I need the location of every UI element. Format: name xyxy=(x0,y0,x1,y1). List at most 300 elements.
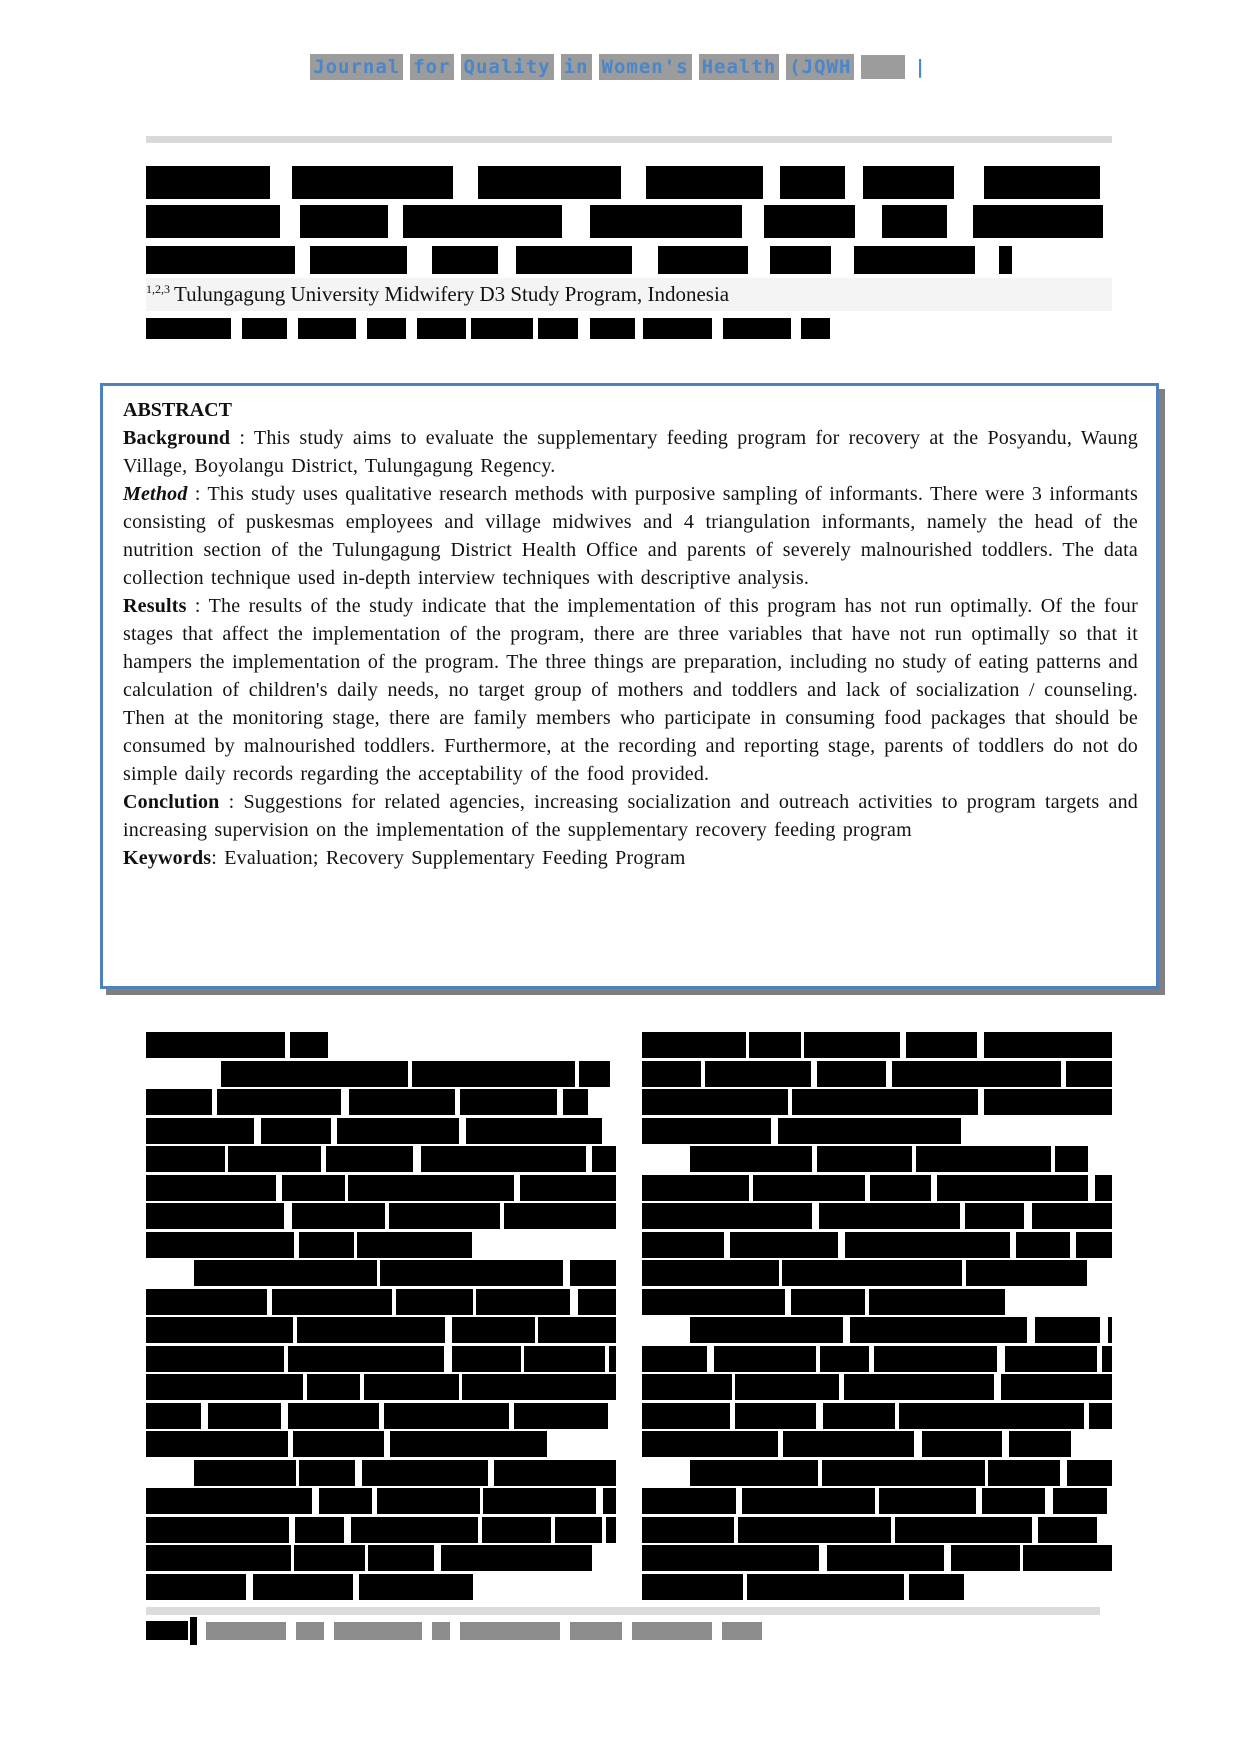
redacted-word-gap xyxy=(914,1431,922,1457)
redacted-text-block xyxy=(396,1289,473,1315)
abstract-section-separator: : xyxy=(211,847,225,869)
redacted-text-block xyxy=(538,1317,616,1343)
affiliation-text xyxy=(146,282,729,307)
redacted-text-block xyxy=(642,1175,749,1201)
abstract-section-text: This study uses qualitative research methods with purposive sampling of informants. There were 3 informants consisting of puskesmas employees and village midwives and 4 triangulation informants, namely the head of the nutrition section of the Tulungagung District Health Office and parents of severely malnourished toddlers. The data collection technique used in-depth interview techniques with descriptive analysis. xyxy=(123,483,1139,589)
redacted-text-block xyxy=(389,1203,500,1229)
redacted-text-block xyxy=(603,1488,616,1514)
journal-word: Journal xyxy=(310,54,403,80)
affiliation-superscript: 1,2,3 xyxy=(146,282,170,296)
redacted-text-block xyxy=(735,1374,839,1400)
redacted-text-block xyxy=(1089,1403,1112,1429)
title-redacted-line xyxy=(146,246,1012,274)
journal-header xyxy=(0,54,1240,80)
journal-word: in xyxy=(561,54,592,80)
redacted-text-block xyxy=(642,1289,785,1315)
redacted-word-gap xyxy=(578,318,590,339)
redacted-word-gap xyxy=(444,1346,452,1372)
redacted-text-block xyxy=(869,1289,1005,1315)
redacted-word-gap xyxy=(295,246,311,274)
header-rule xyxy=(146,136,1112,143)
redacted-word-gap xyxy=(498,246,516,274)
redacted-text-block xyxy=(783,1431,914,1457)
redacted-text-block xyxy=(778,1118,961,1144)
redacted-text-line xyxy=(642,1032,1112,1058)
redacted-text-block xyxy=(801,318,830,339)
footer-rule xyxy=(146,1607,1100,1615)
redacted-word-gap xyxy=(355,1460,362,1486)
redacted-text-line xyxy=(690,1317,1112,1343)
redacted-text-block xyxy=(146,1289,267,1315)
redacted-word-gap xyxy=(344,1517,351,1543)
redacted-text-block xyxy=(478,166,621,199)
abstract-paragraph xyxy=(123,592,1138,788)
redacted-text-line xyxy=(146,1517,616,1543)
redacted-text-block xyxy=(194,1460,296,1486)
redacted-text-block xyxy=(326,1146,413,1172)
journal-word: Women's xyxy=(599,54,692,80)
affiliation-name: Tulungagung University Midwifery D3 Study Program, Indonesia xyxy=(174,282,730,306)
redacted-word-gap xyxy=(712,318,722,339)
redacted-word-gap xyxy=(632,246,658,274)
redacted-text-block xyxy=(299,1232,354,1258)
footer-journal-redacted-word xyxy=(296,1622,324,1640)
redacted-text-line xyxy=(642,1545,1112,1571)
redacted-text-block xyxy=(819,1203,960,1229)
redacted-text-block xyxy=(359,1574,473,1600)
redacted-text-block xyxy=(965,1203,1024,1229)
redacted-text-block xyxy=(146,1118,254,1144)
redacted-text-block xyxy=(476,1289,569,1315)
redacted-text-line xyxy=(146,1118,606,1144)
redacted-text-block xyxy=(337,1118,459,1144)
redacted-text-block xyxy=(514,1403,609,1429)
redacted-text-block xyxy=(253,1574,353,1600)
redacted-text-block xyxy=(642,1431,778,1457)
redacted-word-gap xyxy=(977,1032,984,1058)
redacted-text-block xyxy=(357,1232,472,1258)
redacted-text-line xyxy=(690,1146,1088,1172)
redacted-text-block xyxy=(146,1403,201,1429)
redacted-text-block xyxy=(642,1517,734,1543)
redacted-text-block xyxy=(228,1146,321,1172)
footer-journal-redacted-word xyxy=(460,1622,560,1640)
redacted-word-gap xyxy=(312,1488,319,1514)
redacted-text-block xyxy=(384,1403,509,1429)
journal-word: Quality xyxy=(461,54,554,80)
redacted-word-gap xyxy=(287,318,298,339)
abstract-section-separator: : xyxy=(186,595,209,617)
redacted-text-block xyxy=(403,205,562,238)
redacted-word-gap xyxy=(748,246,770,274)
redacted-text-block xyxy=(146,1488,312,1514)
redacted-word-gap xyxy=(1027,1317,1035,1343)
section-heading-redacted xyxy=(146,1032,328,1058)
redacted-text-block xyxy=(146,205,280,238)
redacted-text-line xyxy=(146,1146,616,1172)
redacted-word-gap xyxy=(563,1260,571,1286)
redacted-text-block xyxy=(895,1517,1031,1543)
redacted-word-gap xyxy=(459,1118,466,1144)
redacted-text-line xyxy=(146,1289,616,1315)
redacted-text-block xyxy=(988,1460,1059,1486)
redacted-word-gap xyxy=(407,246,431,274)
redacted-text-block xyxy=(471,318,533,339)
redacted-text-block xyxy=(570,1260,616,1286)
redacted-word-gap xyxy=(453,166,478,199)
redacted-text-block xyxy=(642,1232,724,1258)
redacted-text-block xyxy=(863,166,955,199)
redacted-text-block xyxy=(295,1517,343,1543)
redacted-word-gap xyxy=(270,166,292,199)
redacted-text-line xyxy=(194,1260,616,1286)
redacted-text-block xyxy=(483,1488,597,1514)
redacted-text-block xyxy=(146,166,270,199)
redacted-word-gap xyxy=(1032,1517,1039,1543)
redacted-text-block xyxy=(1001,1374,1112,1400)
redacted-text-block xyxy=(377,1488,480,1514)
redacted-word-gap xyxy=(855,205,882,238)
redacted-text-block xyxy=(563,1089,589,1115)
redacted-text-block xyxy=(906,1032,977,1058)
redacted-text-block xyxy=(1032,1203,1112,1229)
redacted-text-block xyxy=(351,1517,478,1543)
redacted-text-block xyxy=(643,318,713,339)
redacted-text-block xyxy=(823,1403,895,1429)
footer-journal-redacted-word xyxy=(206,1622,286,1640)
redacted-text-block xyxy=(364,1374,459,1400)
redacted-text-block xyxy=(792,1089,978,1115)
redacted-text-line xyxy=(642,1232,1112,1258)
redacted-text-block xyxy=(349,1089,455,1115)
redacted-text-block xyxy=(524,1346,604,1372)
redacted-text-block xyxy=(690,1317,843,1343)
redacted-text-block xyxy=(882,205,947,238)
redacted-word-gap xyxy=(341,1089,349,1115)
redacted-text-block xyxy=(984,1032,1112,1058)
redacted-text-block xyxy=(494,1460,616,1486)
redacted-word-gap xyxy=(975,246,999,274)
redacted-word-gap xyxy=(1024,1203,1032,1229)
footer-separator-redacted xyxy=(190,1617,197,1645)
redacted-text-block xyxy=(146,1203,284,1229)
redacted-word-gap xyxy=(570,1289,578,1315)
redacted-text-block xyxy=(764,205,855,238)
abstract-section-separator: : xyxy=(230,427,254,449)
redacted-text-block xyxy=(1023,1545,1112,1571)
redacted-text-block xyxy=(441,1545,592,1571)
abstract-section-separator: : xyxy=(187,483,208,505)
redacted-text-block xyxy=(951,1545,1019,1571)
abstract-section-text: This study aims to evaluate the supplementary feeding program for recovery at the Posyandu, Waung Village, Boyolangu District, Tulungagung Regency. xyxy=(123,427,1138,477)
redacted-text-block xyxy=(606,1517,616,1543)
redacted-text-block xyxy=(642,1374,732,1400)
redacted-text-block xyxy=(642,1488,736,1514)
journal-separator: | xyxy=(914,56,927,78)
redacted-text-block xyxy=(421,1146,585,1172)
redacted-text-block xyxy=(288,1346,444,1372)
journal-word: Health xyxy=(699,54,780,80)
redacted-text-block xyxy=(642,1118,771,1144)
redacted-word-gap xyxy=(1060,1460,1067,1486)
redacted-text-block xyxy=(738,1517,891,1543)
redacted-word-gap xyxy=(763,166,779,199)
redacted-text-block xyxy=(221,1061,408,1087)
redacted-text-line xyxy=(221,1061,610,1087)
redacted-word-gap xyxy=(284,1203,291,1229)
redacted-word-gap xyxy=(831,246,854,274)
redacted-text-block xyxy=(293,1431,383,1457)
abstract-section-separator: : xyxy=(219,791,244,813)
redacted-text-block xyxy=(362,1460,488,1486)
redacted-text-block xyxy=(466,1118,602,1144)
redacted-text-block xyxy=(723,318,791,339)
affiliation-bar xyxy=(146,278,1112,311)
redacted-text-block xyxy=(146,1517,289,1543)
redacted-word-gap xyxy=(811,1061,818,1087)
redacted-text-block xyxy=(348,1175,514,1201)
abstract-section-text: Suggestions for related agencies, increasing socialization and outreach activities to program targets and increasing supervision on the implementation of the supplementary recovery feeding program xyxy=(123,791,1138,841)
redacted-text-block xyxy=(782,1260,962,1286)
redacted-word-gap xyxy=(254,1118,261,1144)
redacted-text-line xyxy=(642,1346,1112,1372)
redacted-word-gap xyxy=(1005,1289,1006,1315)
redacted-text-block xyxy=(380,1260,563,1286)
redacted-text-block xyxy=(146,318,231,339)
redacted-text-block xyxy=(555,1517,603,1543)
redacted-text-block xyxy=(642,1346,707,1372)
redacted-text-block xyxy=(916,1146,1051,1172)
redacted-text-block xyxy=(922,1431,1002,1457)
footer-journal-redacted-word xyxy=(632,1622,712,1640)
redacted-text-block xyxy=(791,1289,865,1315)
redacted-word-gap xyxy=(1088,1175,1095,1201)
redacted-text-line xyxy=(642,1517,1097,1543)
redacted-text-line xyxy=(642,1403,1112,1429)
redacted-word-gap xyxy=(434,1545,441,1571)
redacted-text-block xyxy=(747,1574,904,1600)
redacted-text-block xyxy=(432,246,498,274)
redacted-text-block xyxy=(1009,1431,1072,1457)
abstract-section-label: Conclution xyxy=(123,791,220,813)
redacted-text-block xyxy=(538,318,578,339)
redacted-text-block xyxy=(909,1574,964,1600)
redacted-text-block xyxy=(780,166,845,199)
redacted-word-gap xyxy=(356,318,367,339)
redacted-text-block xyxy=(999,246,1012,274)
redacted-text-block xyxy=(504,1203,616,1229)
redacted-word-gap xyxy=(843,1317,850,1343)
redacted-text-line xyxy=(146,1545,592,1571)
redacted-text-block xyxy=(854,246,975,274)
redacted-text-block xyxy=(292,1203,386,1229)
redacted-text-line xyxy=(642,1118,961,1144)
title-redacted-line xyxy=(146,205,1103,238)
redacted-text-block xyxy=(579,1061,610,1087)
redacted-text-block xyxy=(735,1403,816,1429)
redacted-text-block xyxy=(1035,1317,1100,1343)
contact-redacted-line xyxy=(146,318,830,339)
redacted-text-line xyxy=(146,1431,547,1457)
redacted-word-gap xyxy=(816,1403,823,1429)
redacted-text-block xyxy=(294,1545,364,1571)
redacted-text-block xyxy=(146,1431,288,1457)
redacted-text-block xyxy=(1067,1460,1112,1486)
redacted-text-block xyxy=(937,1175,1088,1201)
redacted-text-block xyxy=(462,1374,616,1400)
redacted-text-block xyxy=(146,246,295,274)
redacted-text-line xyxy=(146,1346,616,1372)
redacted-text-block xyxy=(367,318,406,339)
redacted-word-gap xyxy=(707,1346,714,1372)
redacted-text-block xyxy=(516,246,632,274)
redacted-text-block xyxy=(714,1346,816,1372)
redacted-text-block xyxy=(1102,1346,1112,1372)
redacted-text-block xyxy=(642,1545,819,1571)
redacted-text-block xyxy=(146,1346,284,1372)
title-redacted-line xyxy=(146,166,1100,199)
redacted-text-block xyxy=(146,1232,294,1258)
redacted-text-block xyxy=(1055,1146,1088,1172)
redacted-text-line xyxy=(146,1203,616,1229)
redacted-text-block xyxy=(850,1317,1027,1343)
redacted-text-block xyxy=(194,1260,377,1286)
redacted-word-gap xyxy=(947,205,973,238)
redacted-text-block xyxy=(822,1460,985,1486)
redacted-text-block xyxy=(844,1374,995,1400)
redacted-text-block xyxy=(827,1545,944,1571)
redacted-text-block xyxy=(658,246,748,274)
footer-journal-redacted-word xyxy=(570,1622,622,1640)
redacted-text-line xyxy=(146,1488,616,1514)
redacted-text-block xyxy=(299,1460,355,1486)
redacted-text-block xyxy=(973,205,1103,238)
redacted-word-gap xyxy=(280,205,300,238)
redacted-text-block xyxy=(298,318,356,339)
redacted-text-block xyxy=(642,1061,701,1087)
redacted-text-block xyxy=(288,1403,379,1429)
redacted-text-block xyxy=(242,318,287,339)
redacted-text-block xyxy=(646,166,763,199)
redacted-text-block xyxy=(642,1403,730,1429)
abstract-paragraphs xyxy=(123,424,1138,872)
redacted-word-gap xyxy=(944,1545,951,1571)
redacted-text-line xyxy=(146,1317,616,1343)
redacted-text-block xyxy=(642,1574,743,1600)
footer-journal-redacted-word xyxy=(432,1622,450,1640)
footer-journal-redacted-word xyxy=(334,1622,422,1640)
abstract-paragraph xyxy=(123,424,1138,480)
redacted-text-block xyxy=(590,318,636,339)
redacted-text-block xyxy=(730,1232,838,1258)
redacted-word-gap xyxy=(819,1545,827,1571)
redacted-text-block xyxy=(217,1089,341,1115)
redacted-text-block xyxy=(578,1289,616,1315)
redacted-text-block xyxy=(845,1232,1009,1258)
journal-word: for xyxy=(410,54,453,80)
redacted-text-block xyxy=(146,1574,246,1600)
redacted-text-block xyxy=(870,1175,930,1201)
redacted-word-gap xyxy=(388,205,404,238)
redacted-text-block xyxy=(982,1488,1046,1514)
redacted-text-line xyxy=(146,1403,608,1429)
redacted-text-block xyxy=(146,1089,212,1115)
abstract-heading: ABSTRACT xyxy=(123,399,232,421)
redacted-text-block xyxy=(300,205,388,238)
redacted-text-line xyxy=(642,1260,1087,1286)
redacted-text-block xyxy=(292,166,453,199)
redacted-text-line xyxy=(146,1175,616,1201)
redacted-text-block xyxy=(310,246,407,274)
redacted-text-block xyxy=(642,1260,779,1286)
redacted-text-line xyxy=(642,1374,1112,1400)
redacted-text-block xyxy=(609,1346,616,1372)
redacted-text-block xyxy=(892,1061,1061,1087)
redacted-text-block xyxy=(984,166,1100,199)
redacted-text-block xyxy=(642,1089,788,1115)
redacted-word-gap xyxy=(621,166,646,199)
redacted-text-line xyxy=(690,1460,1112,1486)
redacted-text-block xyxy=(705,1061,811,1087)
redacted-text-block xyxy=(452,1346,522,1372)
redacted-word-gap xyxy=(997,1346,1005,1372)
redacted-text-block xyxy=(590,205,742,238)
redacted-text-block xyxy=(770,246,830,274)
redacted-word-gap xyxy=(1045,1488,1053,1514)
redacted-text-block xyxy=(452,1317,534,1343)
redacted-text-line xyxy=(146,1574,473,1600)
redacted-text-block xyxy=(319,1488,371,1514)
redacted-word-gap xyxy=(994,1374,1001,1400)
redacted-text-line xyxy=(146,1089,588,1115)
redacted-text-block xyxy=(146,1146,225,1172)
redacted-word-gap xyxy=(845,166,863,199)
redacted-text-block xyxy=(272,1289,392,1315)
redacted-word-gap xyxy=(231,318,242,339)
redacted-text-block xyxy=(753,1175,865,1201)
redacted-text-line xyxy=(194,1460,616,1486)
redacted-word-gap xyxy=(445,1317,452,1343)
redacted-text-line xyxy=(642,1574,964,1600)
redacted-text-block xyxy=(297,1317,445,1343)
redacted-text-block xyxy=(966,1260,1087,1286)
redacted-text-block xyxy=(1108,1317,1112,1343)
redacted-word-gap xyxy=(812,1203,819,1229)
redacted-text-line xyxy=(642,1089,1112,1115)
redacted-text-block xyxy=(146,1374,303,1400)
journal-word: (JQWH xyxy=(786,54,854,80)
redacted-word-gap xyxy=(954,166,984,199)
redacted-text-block xyxy=(208,1403,281,1429)
page-number-redacted xyxy=(146,1621,188,1640)
abstract-section-label: Results xyxy=(123,595,187,617)
redacted-text-block xyxy=(1066,1061,1112,1087)
redacted-text-block xyxy=(1076,1232,1112,1258)
redacted-text-block xyxy=(742,1488,874,1514)
redacted-text-block xyxy=(520,1175,616,1201)
redacted-word-gap xyxy=(413,1146,421,1172)
redacted-text-block xyxy=(282,1175,345,1201)
redacted-word-gap xyxy=(742,205,763,238)
redacted-word-gap xyxy=(406,318,417,339)
redacted-text-block xyxy=(460,1089,556,1115)
redacted-text-block xyxy=(290,1032,328,1058)
redacted-text-block xyxy=(874,1346,997,1372)
redacted-text-block xyxy=(1038,1517,1097,1543)
abstract-section-label: Method xyxy=(123,483,188,505)
redacted-text-block xyxy=(642,1203,812,1229)
redacted-text-block xyxy=(749,1032,801,1058)
